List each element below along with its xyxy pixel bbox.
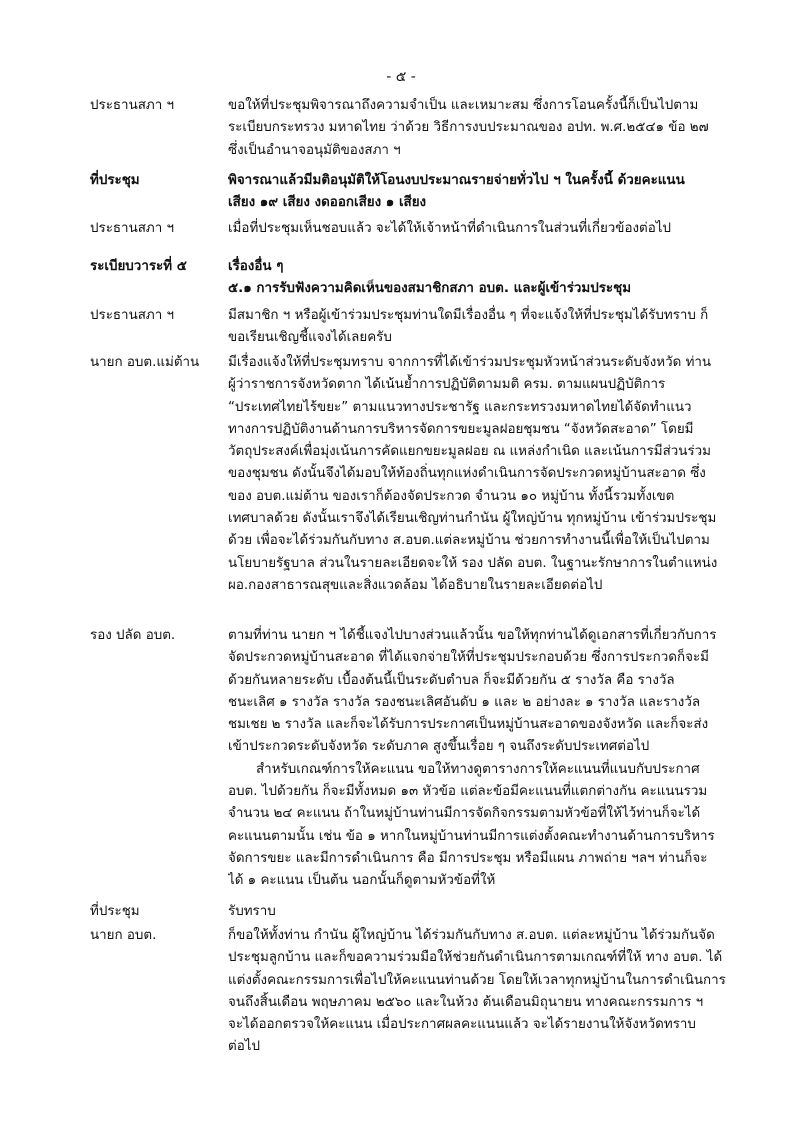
text-line: รับทราบ [228,904,276,919]
agenda-label: ระเบียบวาระที่ ๕ [90,259,187,274]
text-line: จัดประกวดหมู่บ้านสะอาด ที่ได้แจกจ่ายให้ที่ประชุมประกอบด้วย ซึ่งการประกวดก็จะมี [228,650,709,666]
speaker-label: รอง ปลัด อบต. [90,628,176,643]
page-number: - ๕ - [386,69,416,85]
entry-text [228,218,740,240]
agenda-text [228,256,740,301]
text-line: พิจารณาแล้วมีมติอนุมัติให้โอนงบประมาณรายจ่ายทั่วไป ฯ ในครั้งนี้ ด้วยคะแนน [228,173,685,188]
text-line: อบต. ไปด้วยกัน ก็จะมีทั้งหมด ๑๓ หัวข้อ แต่ละข้อมีคะแนนที่แตกต่างกัน คะแนนรวม [228,784,708,800]
text-line: จำนวน ๒๔ คะแนน ถ้าในหมู่บ้านท่านมีการจัดกิจกรรมตามหัวข้อที่ให้ไว้ท่านก็จะได้ [228,806,701,822]
speaker-label: นายก อบต.แม่ต้าน [90,355,200,370]
speaker-label: ประธานสภา ฯ [90,98,175,113]
speaker-label: ที่ประชุม [90,904,140,919]
text-line: เข้าประกวดระดับจังหวัด ระดับภาค สูงขึ้นเรื่อย ๆ จนถึงระดับประเทศต่อไป [228,739,650,755]
text-line: ก็ขอให้ทั้งท่าน กำนัน ผู้ใหญ่บ้าน ได้ร่วมกันกับทาง ส.อบต. แต่ละหมู่บ้าน ได้ร่วมกันจัด [228,928,715,943]
entry-text [228,901,740,923]
text-line: สำหรับเกณฑ์การให้คะแนน ขอให้ทางดูตารางการให้คะแนนที่แนบกับประกาศ [256,761,700,777]
speaker-label: ประธานสภา ฯ [90,308,175,323]
text-line: ระเบียบกระทรวง มหาดไทย ว่าด้วย วิธีการงบประมาณของ อปท. พ.ศ.๒๕๔๑ ข้อ ๒๗ [228,120,709,136]
text-line: นโยบายรัฐบาล ส่วนในรายละเอียดจะให้ รอง ปลัด อบต. ในฐานะรักษาการในตำแหน่ง [228,555,718,571]
text-line: จัดการขยะ และมีการดำเนินการ คือ มีการประชุม หรือมีแผน ภาพถ่าย ฯลฯ ท่านก็จะ [228,850,708,866]
agenda-title: เรื่องอื่น ๆ [228,259,284,274]
text-line: ของ อบต.แม่ต้าน ของเราก็ต้องจัดประกวด จำนวน ๑๐ หมู่บ้าน ทั้งนี้รวมทั้งเขต [228,488,675,504]
speaker-label: ประธานสภา ฯ [90,221,175,236]
text-line: ขอให้ที่ประชุมพิจารณาถึงความจำเป็น และเหมาะสม ซึ่งการโอนครั้งนี้ก็เป็นไปตาม [228,98,699,113]
text-line: ทางการปฏิบัติงานด้านการบริหารจัดการขยะมูลฝอยชุมชน “จังหวัดสะอาด” โดยมี [228,421,694,437]
text-line: ชมเชย ๒ รางวัล และก็จะได้รับการประกาศเป็นหมู่บ้านสะอาดของจังหวัด และก็จะส่ง [228,717,709,733]
entry-text [228,95,740,162]
text-line: ขอเรียนเชิญชี้แจงได้เลยครับ [228,330,392,346]
text-line: ประชุมลูกบ้าน และก็ขอความร่วมมือให้ช่วยกันดำเนินการตามเกณฑ์ที่ให้ ทาง อบต. ได้ [228,950,723,966]
text-line: แต่งตั้งคณะกรรมการเพื่อไปให้คะแนนท่านด้วย โดยให้เวลาทุกหมู่บ้านในการดำเนินการ [228,972,726,988]
text-line: ด้วย เพื่อจะได้ร่วมกันกับทาง ส.อบต.แต่ละหมู่บ้าน ช่วยการทำงานนี้เพื่อให้เป็นไปตาม [228,533,710,549]
text-line: ตามที่ท่าน นายก ฯ ได้ชี้แจงไปบางส่วนแล้วนั้น ขอให้ทุกท่านได้ดูเอกสารที่เกี่ยวกับการ [228,628,717,643]
text-line: วัตถุประสงค์เพื่อมุ่งเน้นการคัดแยกขยะมูลฝอย ณ แหล่งกำเนิด และเน้นการมีส่วนร่วม [228,444,711,460]
agenda-subtitle: ๕.๑ การรับฟังความคิดเห็นของสมาชิกสภา อบต. และผู้เข้าร่วมประชุม [228,281,632,297]
text-line: ผู้ว่าราชการจังหวัดตาก ได้เน้นย้ำการปฏิบัติตามมติ ครม. ตามแผนปฏิบัติการ [228,377,666,393]
text-line: คะแนนตามนั้น เช่น ข้อ ๑ หากในหมู่บ้านท่านมีการแต่งตั้งคณะทำงานด้านการบริหาร [228,828,715,844]
text-line: ของชุมชน ดังนั้นจึงได้มอบให้ท้องถิ่นทุกแห่งดำเนินการจัดประกวดหมู่บ้านสะอาด ซึ่ง [228,466,706,482]
text-line: เทศบาลด้วย ดังนั้นเราจึงได้เรียนเชิญท่านกำนัน ผู้ใหญ่บ้าน ทุกหมู่บ้าน เข้าร่วมประชุม [228,511,717,527]
text-line: จะได้ออกตรวจให้คะแนน เมื่อประกาศผลคะแนนแล้ว จะได้รายงานให้จังหวัดทราบ [228,1017,696,1033]
text-line: มีเรื่องแจ้งให้ที่ประชุมทราบ จากการที่ได้เข้าร่วมประชุมหัวหน้าส่วนระดับจังหวัด ท่าน [228,355,712,370]
text-line: เสียง ๑๙ เสียง งดออกเสียง ๑ เสียง [228,195,427,211]
text-line: ชนะเลิศ ๑ รางวัล รางวัล รองชนะเลิศอันดับ ๑ และ ๒ อย่างละ ๑ รางวัล และรางวัล [228,694,701,710]
text-line: ได้ ๑ คะแนน เป็นต้น นอกนั้นก็ดูตามหัวข้อที่ให้ [228,873,496,889]
entry-text [228,305,740,350]
text-line: มีสมาชิก ฯ หรือผู้เข้าร่วมประชุมท่านใดมีเรื่องอื่น ๆ ที่จะแจ้งให้ที่ประชุมได้รับทราบ ก็ [228,308,709,323]
text-line: ด้วยกันหลายระดับ เบื้องต้นนี้เป็นระดับตำบล ก็จะมีด้วยกัน ๕ รางวัล คือ รางวัล [228,672,675,688]
text-line: ต่อไป [228,1039,260,1055]
entry-text [228,170,740,215]
speaker-label: นายก อบต. [90,928,157,943]
text-line: จนถึงสิ้นเดือน พฤษภาคม ๒๕๖๐ และในห้วง ต้นเดือนมิถุนายน ทางคณะกรรมการ ฯ [228,994,704,1010]
entry-text [228,352,740,597]
text-line: “ประเทศไทยไร้ขยะ” ตามแนวทางประชารัฐ และกระทรวงมหาดไทยได้จัดทำแนว [228,399,692,415]
speaker-label: ที่ประชุม [90,173,140,188]
entry-text [228,625,740,893]
text-line: เมื่อที่ประชุมเห็นชอบแล้ว จะได้ให้เจ้าหน้าที่ดำเนินการในส่วนที่เกี่ยวข้องต่อไป [228,221,672,236]
entry-text [228,925,740,1059]
text-line: ซึ่งเป็นอำนาจอนุมัติของสภา ฯ [228,142,401,158]
text-line: ผอ.กองสาธารณสุขและสิ่งแวดล้อม ได้อธิบายในรายละเอียดต่อไป [228,577,603,593]
